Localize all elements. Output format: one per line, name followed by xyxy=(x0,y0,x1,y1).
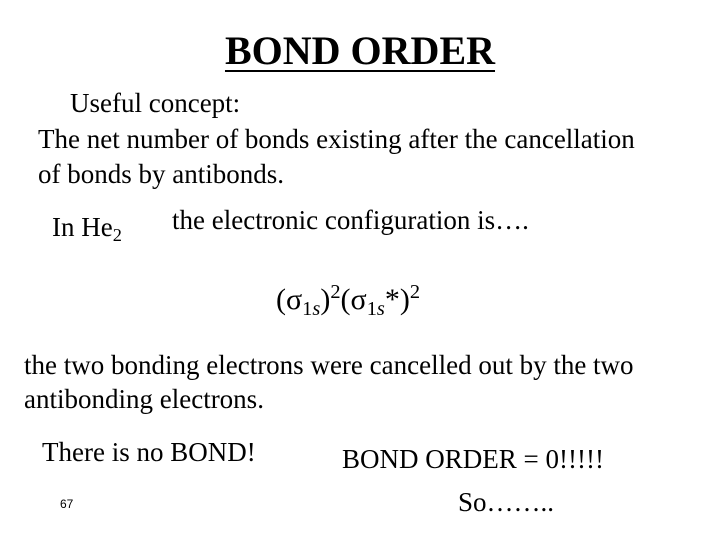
slide-title: BOND ORDER xyxy=(224,28,496,73)
orbital-letter-1: s xyxy=(312,297,321,320)
formula-exponent-1: 2 xyxy=(330,281,341,303)
useful-concept-label: Useful concept: xyxy=(70,88,241,118)
formula-close-paren-1: ) xyxy=(320,283,331,317)
in-he-text: In He xyxy=(52,212,113,242)
no-bond-text: There is no BOND! xyxy=(42,437,256,467)
electron-configuration-formula xyxy=(276,281,420,321)
formula-open-paren-2: ( xyxy=(340,283,351,317)
definition-line-1: The net number of bonds existing after the cancellation xyxy=(38,124,635,154)
cancellation-line-1: the two bonding electrons were cancelled out by the two xyxy=(24,350,634,380)
orbital-number-1: 1 xyxy=(302,297,313,320)
in-he2-label xyxy=(52,212,122,246)
cancellation-line-2: antibonding electrons. xyxy=(24,384,264,414)
formula-exponent-2: 2 xyxy=(409,281,421,303)
formula-open-paren-1: ( xyxy=(276,283,286,317)
orbital-letter-2: s xyxy=(376,297,385,320)
formula-star-close: *) xyxy=(384,283,410,317)
orbital-subscript-1 xyxy=(302,298,320,320)
bond-order-value: BOND ORDER = 0!!!!! xyxy=(342,444,604,474)
he-subscript: 2 xyxy=(112,225,122,246)
sigma-symbol-2: σ xyxy=(350,283,367,317)
page-number: 67 xyxy=(60,497,74,511)
configuration-text: the electronic configuration is…. xyxy=(172,205,529,235)
so-text: So…….. xyxy=(458,487,555,517)
orbital-number-2: 1 xyxy=(366,297,377,320)
definition-line-2: of bonds by antibonds. xyxy=(38,159,284,189)
sigma-symbol-1: σ xyxy=(286,283,303,317)
orbital-subscript-2 xyxy=(367,298,385,320)
